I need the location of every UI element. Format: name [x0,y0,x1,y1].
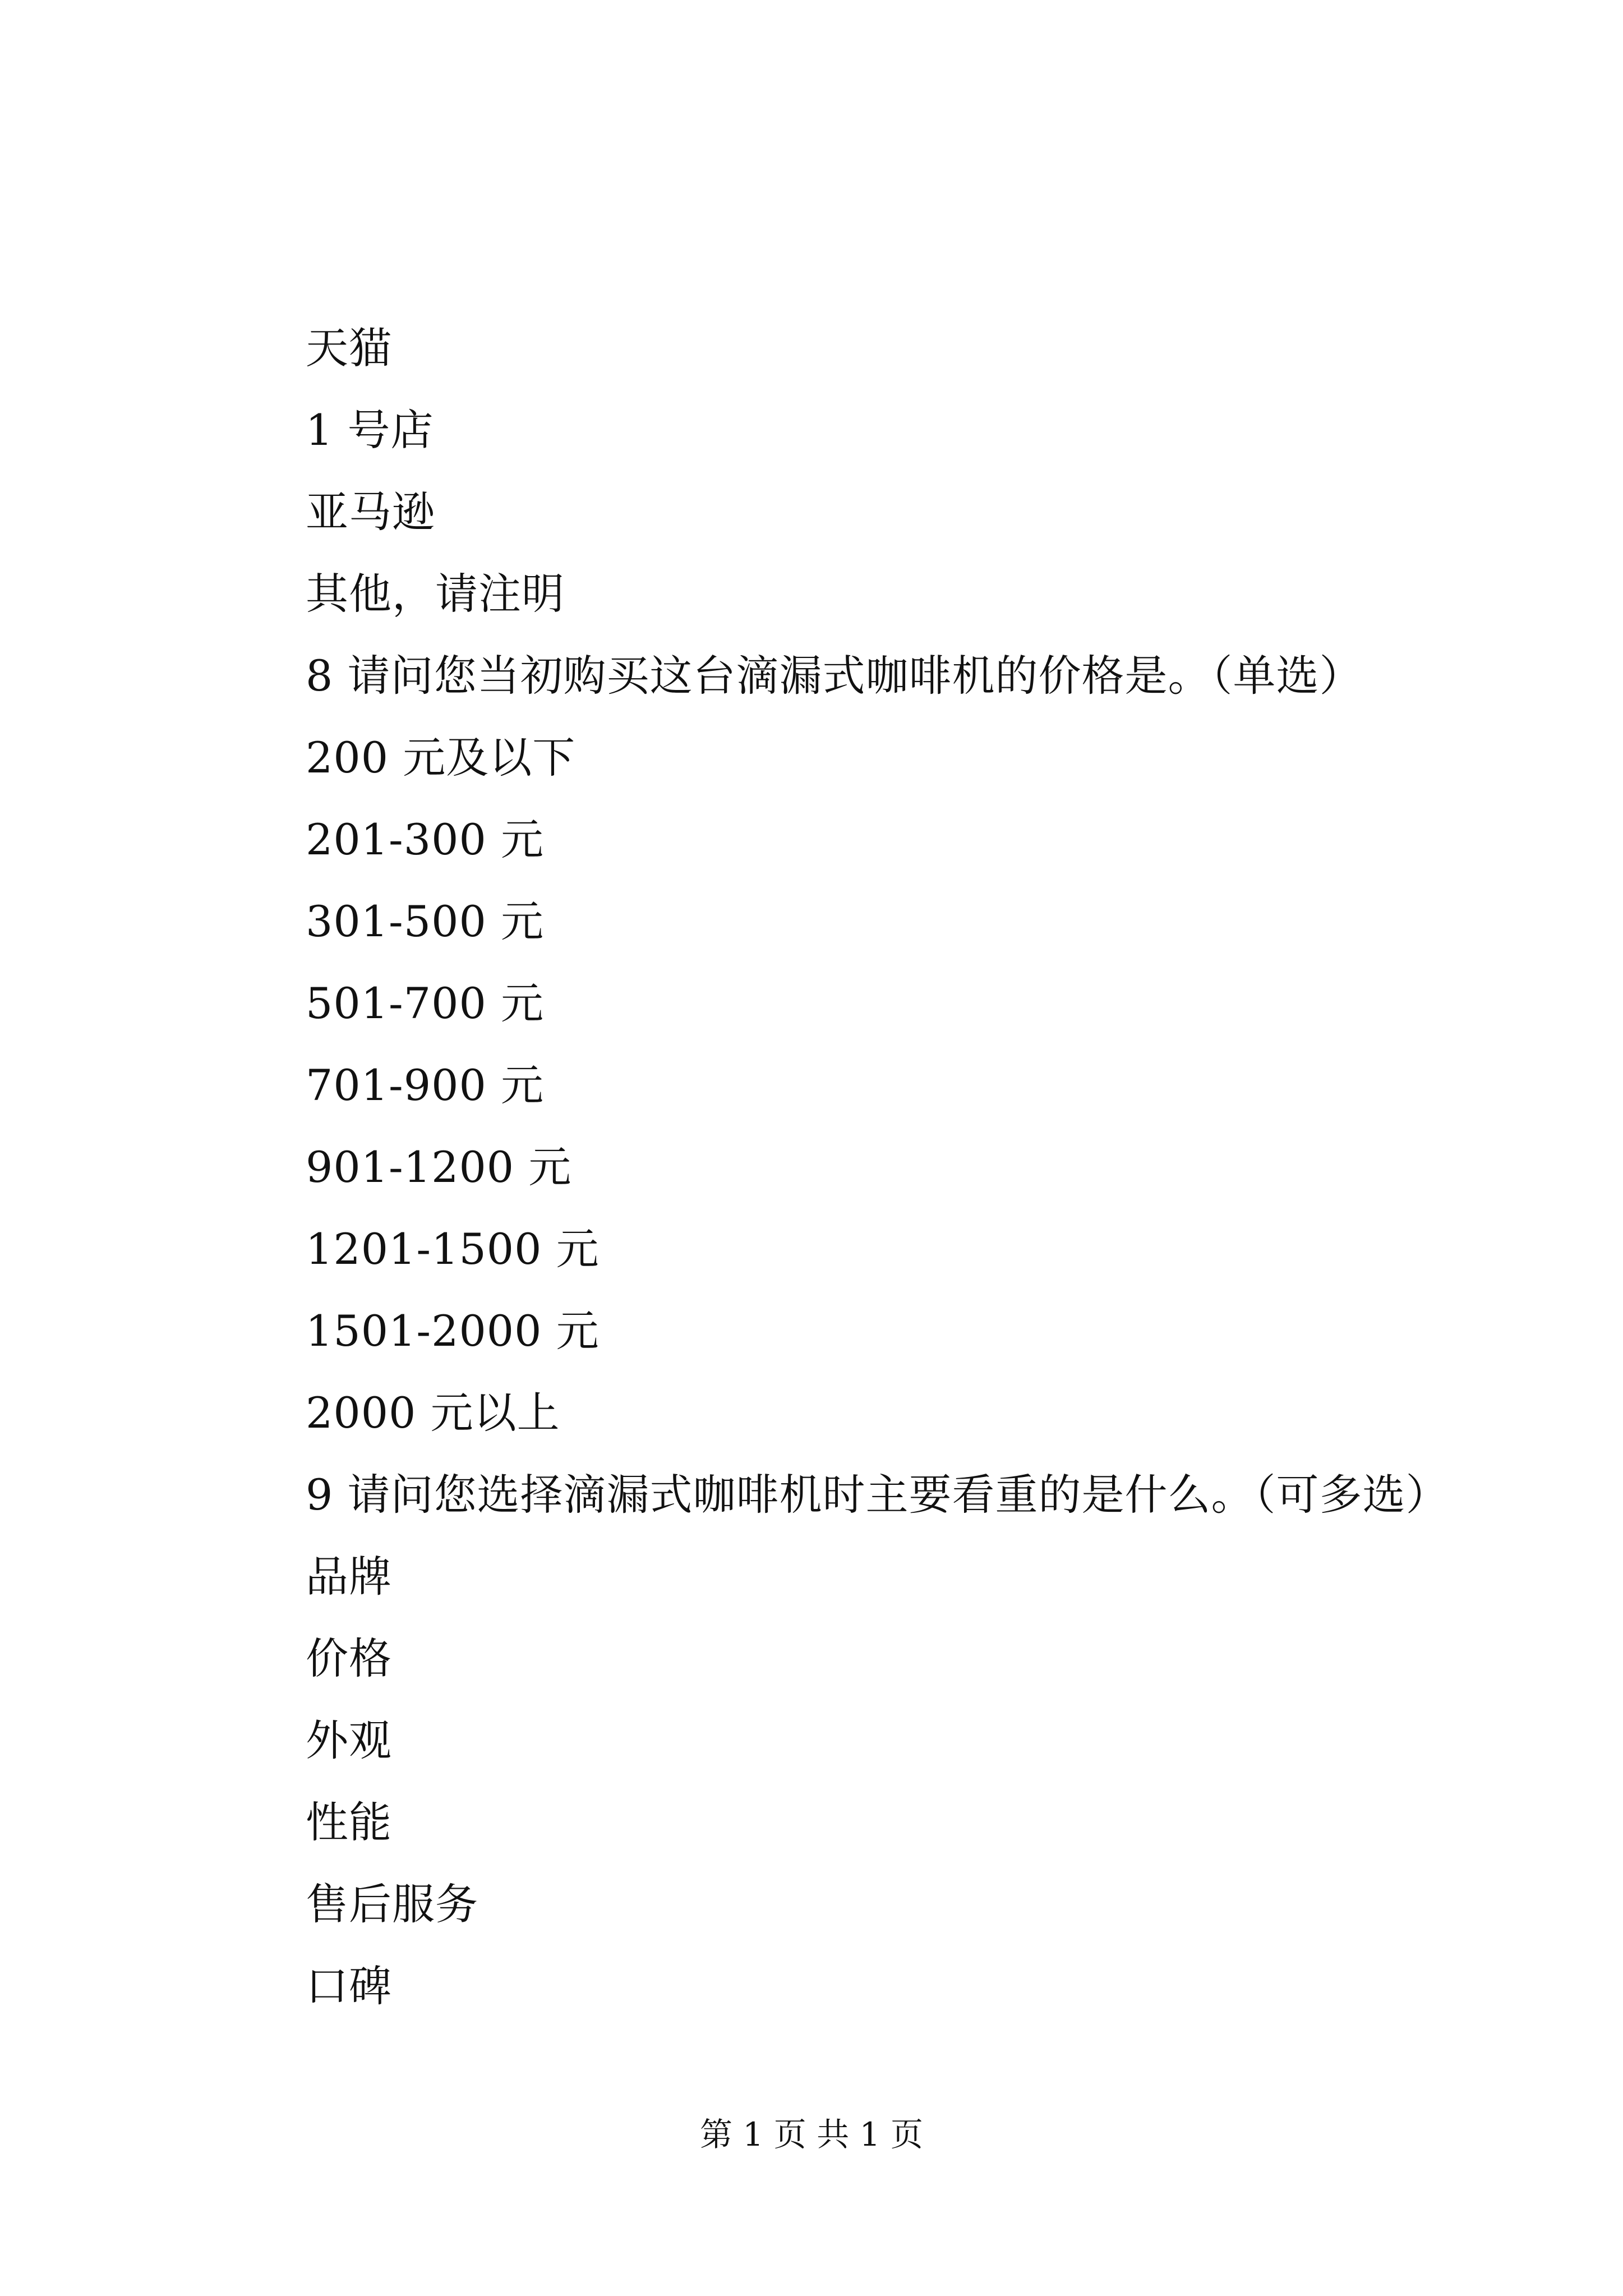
factor-appearance: 外观 [306,1715,392,1765]
document-body [306,307,1483,2027]
factor-brand: 品牌 [306,1552,392,1602]
price-option-1: 200 元及以下 [306,733,576,783]
price-option-6: 901-1200 元 [306,1142,572,1192]
option-tmall: 天猫 [306,323,392,373]
price-option-3: 301-500 元 [306,896,544,946]
price-option-8: 1501-2000 元 [306,1306,600,1356]
factor-after-sales: 售后服务 [306,1879,478,1929]
price-option-7: 1201-1500 元 [306,1224,600,1274]
factor-reputation: 口碑 [306,1961,392,2011]
factor-price: 价格 [306,1634,392,1683]
option-yihaodian: 1 号店 [306,405,434,455]
price-option-2: 201-300 元 [306,815,544,864]
price-option-4: 501-700 元 [306,978,544,1028]
page-footer: 第 1 页 共 1 页 [700,2115,923,2154]
price-option-5: 701-900 元 [306,1060,544,1110]
option-amazon: 亚马逊 [306,487,435,537]
question-8: 8 请问您当初购买这台滴漏式咖啡机的价格是。（单选） [306,651,1363,701]
factor-performance: 性能 [306,1797,392,1847]
option-other: 其他，请注明 [306,569,565,619]
question-9: 9 请问您选择滴漏式咖啡机时主要看重的是什么。（可多选） [306,1470,1449,1520]
price-option-9: 2000 元以上 [306,1388,560,1438]
